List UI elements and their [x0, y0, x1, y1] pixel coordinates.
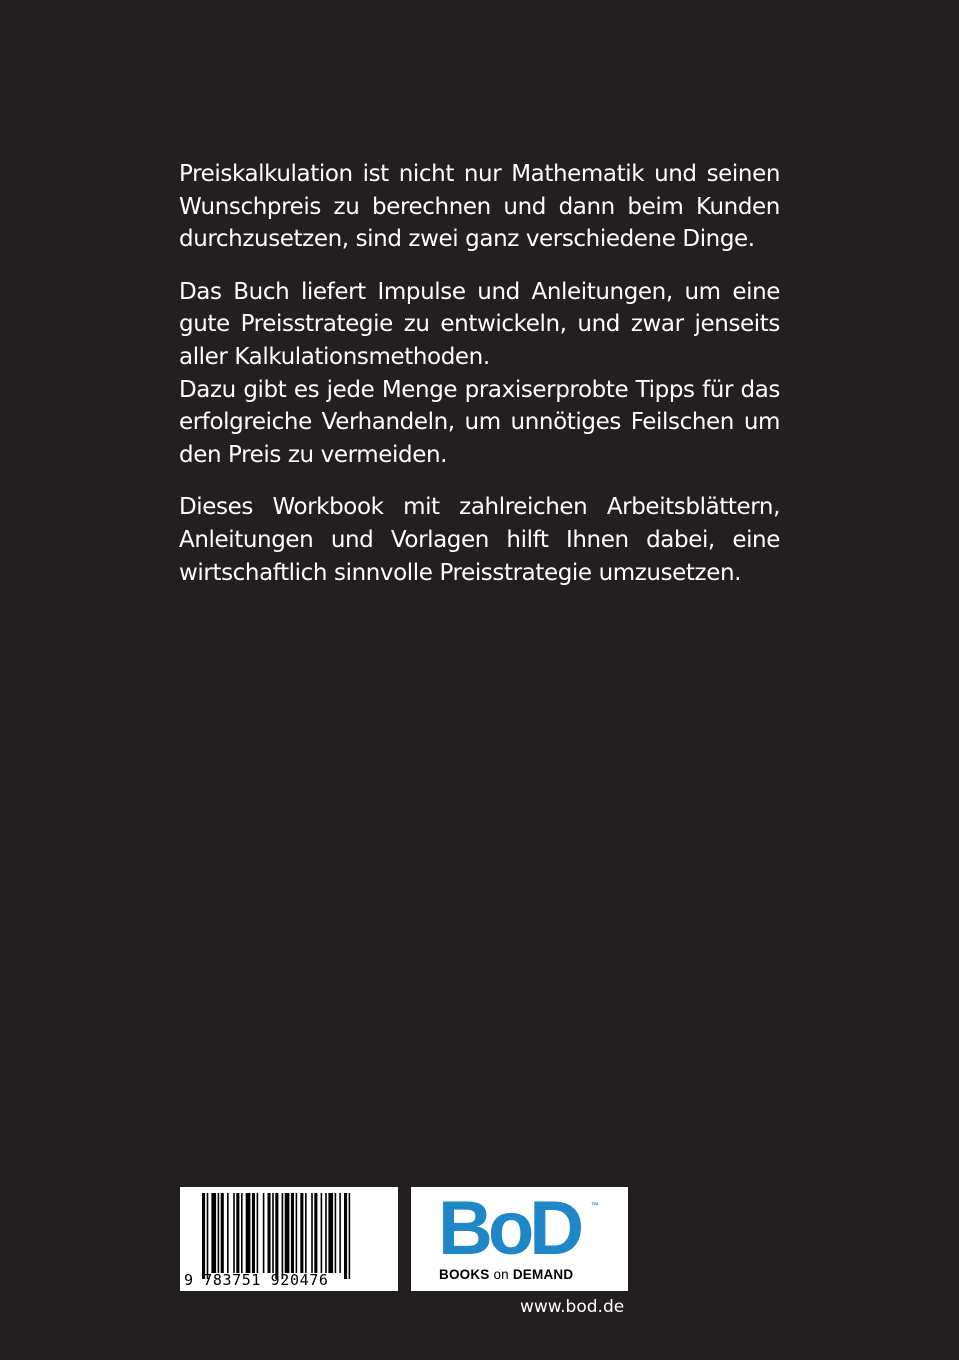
barcode-bar	[296, 1193, 298, 1273]
blurb-paragraph-3: Dazu gibt es jede Menge praxiserprobte Tipps für das erfolgreiche Verhandeln, um unnötiges Feilschen um den Preis zu vermeiden.	[179, 376, 780, 468]
barcode-bar	[282, 1193, 284, 1279]
barcode-bar	[349, 1193, 351, 1279]
barcode-bar	[285, 1193, 290, 1273]
subtitle-on: on	[493, 1267, 509, 1282]
barcode-bar	[241, 1193, 243, 1273]
barcode-bar	[218, 1193, 220, 1273]
barcode-bar	[221, 1193, 224, 1273]
publisher-logo	[411, 1187, 628, 1291]
subtitle-books: BOOKS	[439, 1267, 490, 1282]
publisher-subtitle	[439, 1267, 573, 1282]
trademark-symbol: ™	[591, 1201, 599, 1210]
barcode-bar	[246, 1193, 251, 1273]
isbn-barcode	[180, 1187, 398, 1291]
barcode-bar	[311, 1193, 313, 1273]
blurb-paragraph-4: Dieses Workbook mit zahlreichen Arbeitsblättern, Anleitungen und Vorlagen hilft Ihnen dabei, eine wirtschaftlich sinnvolle Preisstrategie umzusetzen.	[179, 494, 780, 586]
blurb-paragraph-2: Das Buch liefert Impulse und Anleitungen, um eine gute Preisstrategie zu entwickeln, und zwar jenseits aller Kalkulationsmethoden.	[179, 278, 780, 370]
barcode-bar	[339, 1193, 341, 1273]
barcode-bar	[257, 1193, 259, 1273]
bod-logo-mark: BoD	[438, 1186, 580, 1271]
publisher-website: www.bod.de	[520, 1297, 625, 1317]
barcode-bar	[236, 1193, 239, 1273]
barcode-bar	[321, 1193, 323, 1273]
blurb-paragraph-1: Preiskalkulation ist nicht nur Mathematik und seinen Wunschpreis zu berechnen und dann beim Kunden durchzusetzen, sind zwei ganz verschiedene Dinge.	[179, 161, 780, 253]
barcode-bar	[314, 1193, 317, 1273]
barcode-bar	[233, 1193, 235, 1273]
barcode-bar	[305, 1193, 307, 1273]
barcode-bar	[263, 1193, 265, 1273]
barcode-bar	[328, 1193, 333, 1273]
barcode-bar	[252, 1193, 255, 1273]
barcode-bar	[344, 1193, 347, 1279]
barcode-bar	[211, 1193, 216, 1273]
barcode-bar	[291, 1193, 294, 1273]
barcode-bar	[300, 1193, 303, 1273]
barcode-bar	[207, 1193, 209, 1279]
subtitle-demand: DEMAND	[512, 1267, 574, 1282]
barcode-bar	[272, 1193, 274, 1273]
barcode-bar	[268, 1193, 271, 1273]
barcode-bar	[335, 1193, 337, 1273]
barcode-bar	[325, 1193, 327, 1273]
isbn-digits: 9 783751 920476	[184, 1271, 329, 1289]
barcode-bar	[202, 1193, 205, 1279]
barcode-bar	[227, 1193, 229, 1273]
blurb-text	[179, 158, 780, 609]
barcode-bar	[275, 1193, 278, 1279]
